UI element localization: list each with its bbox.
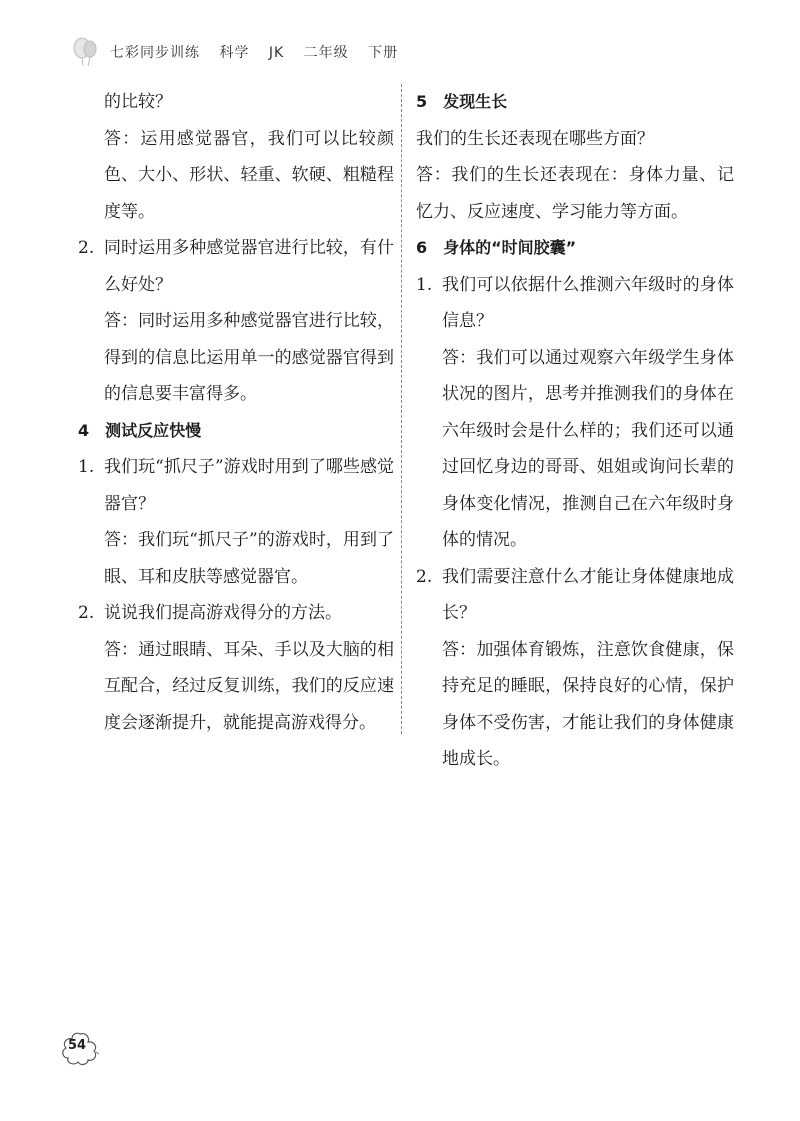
answer-text: 答：加强体育锻炼，注意饮食健康，保持充足的睡眠，保持良好的心情，保护身体不受伤害，才能让我们的身体健康地成长。 (442, 639, 734, 769)
question-number: 2. (78, 603, 95, 623)
question-number: 1. (416, 274, 433, 295)
section-heading (416, 230, 734, 267)
question-text: 我们的生长还表现在哪些方面？ (416, 128, 654, 149)
subject-name: 科学 (219, 45, 250, 61)
answer-text: 答：通过眼睛、耳朵、手以及大脑的相互配合，经过反复训练，我们的反应速度会逐渐提升，就能提高游戏得分。 (104, 639, 394, 733)
grade-name: 二年级 (303, 45, 349, 61)
section-heading (416, 84, 734, 121)
volume-name: 下册 (368, 45, 399, 61)
section-number: 4 (78, 420, 90, 440)
page-header (70, 36, 412, 68)
section-title: 身体的“时间胶囊” (443, 238, 577, 257)
question-number: 2. (78, 238, 95, 258)
question-number: 2. (416, 566, 433, 587)
left-column (78, 84, 394, 741)
question-item (416, 559, 734, 632)
question-number: 1. (78, 457, 95, 477)
question-item (78, 449, 394, 522)
series-name: 七彩同步训练 (110, 45, 200, 61)
section-number: 5 (416, 92, 428, 111)
answer-text: 答：运用感觉器官，我们可以比较颜色、大小、形状、轻重、软硬、粗糙程度等。 (104, 128, 394, 222)
answer-text: 答：我们的生长还表现在：身体力量、记忆力、反应速度、学习能力等方面。 (416, 165, 734, 222)
question-item (78, 230, 394, 303)
question-text: 我们玩“抓尺子”游戏时用到了哪些感觉器官？ (104, 457, 394, 514)
answer-text: 答：同时运用多种感觉器官进行比较，得到的信息比运用单一的感觉器官得到的信息要丰富得多。 (104, 311, 394, 404)
section-heading (78, 413, 394, 450)
header-text (110, 42, 412, 62)
section-number: 6 (416, 238, 428, 257)
question-text: 我们可以依据什么推测六年级时的身体信息？ (442, 274, 734, 331)
section-title: 测试反应快慢 (105, 420, 202, 440)
answer-text: 答：我们可以通过观察六年级学生身体状况的图片，思考并推测我们的身体在六年级时会是什么样的；我们还可以通过回忆身边的哥哥、姐姐或询问长辈的身体变化情况，推测自己在六年级时身体的情况。 (442, 347, 734, 550)
balloon-logo-icon (70, 36, 102, 68)
answer-text: 答：我们玩“抓尺子”的游戏时，用到了眼、耳和皮肤等感觉器官。 (104, 530, 394, 587)
column-divider (401, 84, 402, 734)
question-text: 我们需要注意什么才能让身体健康地成长？ (442, 566, 734, 623)
section-title: 发现生长 (443, 92, 508, 111)
right-column (416, 84, 734, 778)
page-number: 54 (68, 1038, 87, 1053)
question-item (78, 595, 394, 632)
question-text: 说说我们提高游戏得分的方法。 (104, 603, 342, 623)
question-continuation: 的比较？ (104, 92, 172, 112)
question-item (416, 267, 734, 340)
question-text: 同时运用多种感觉器官进行比较，有什么好处？ (104, 238, 394, 295)
edition-code: JK (268, 45, 285, 61)
